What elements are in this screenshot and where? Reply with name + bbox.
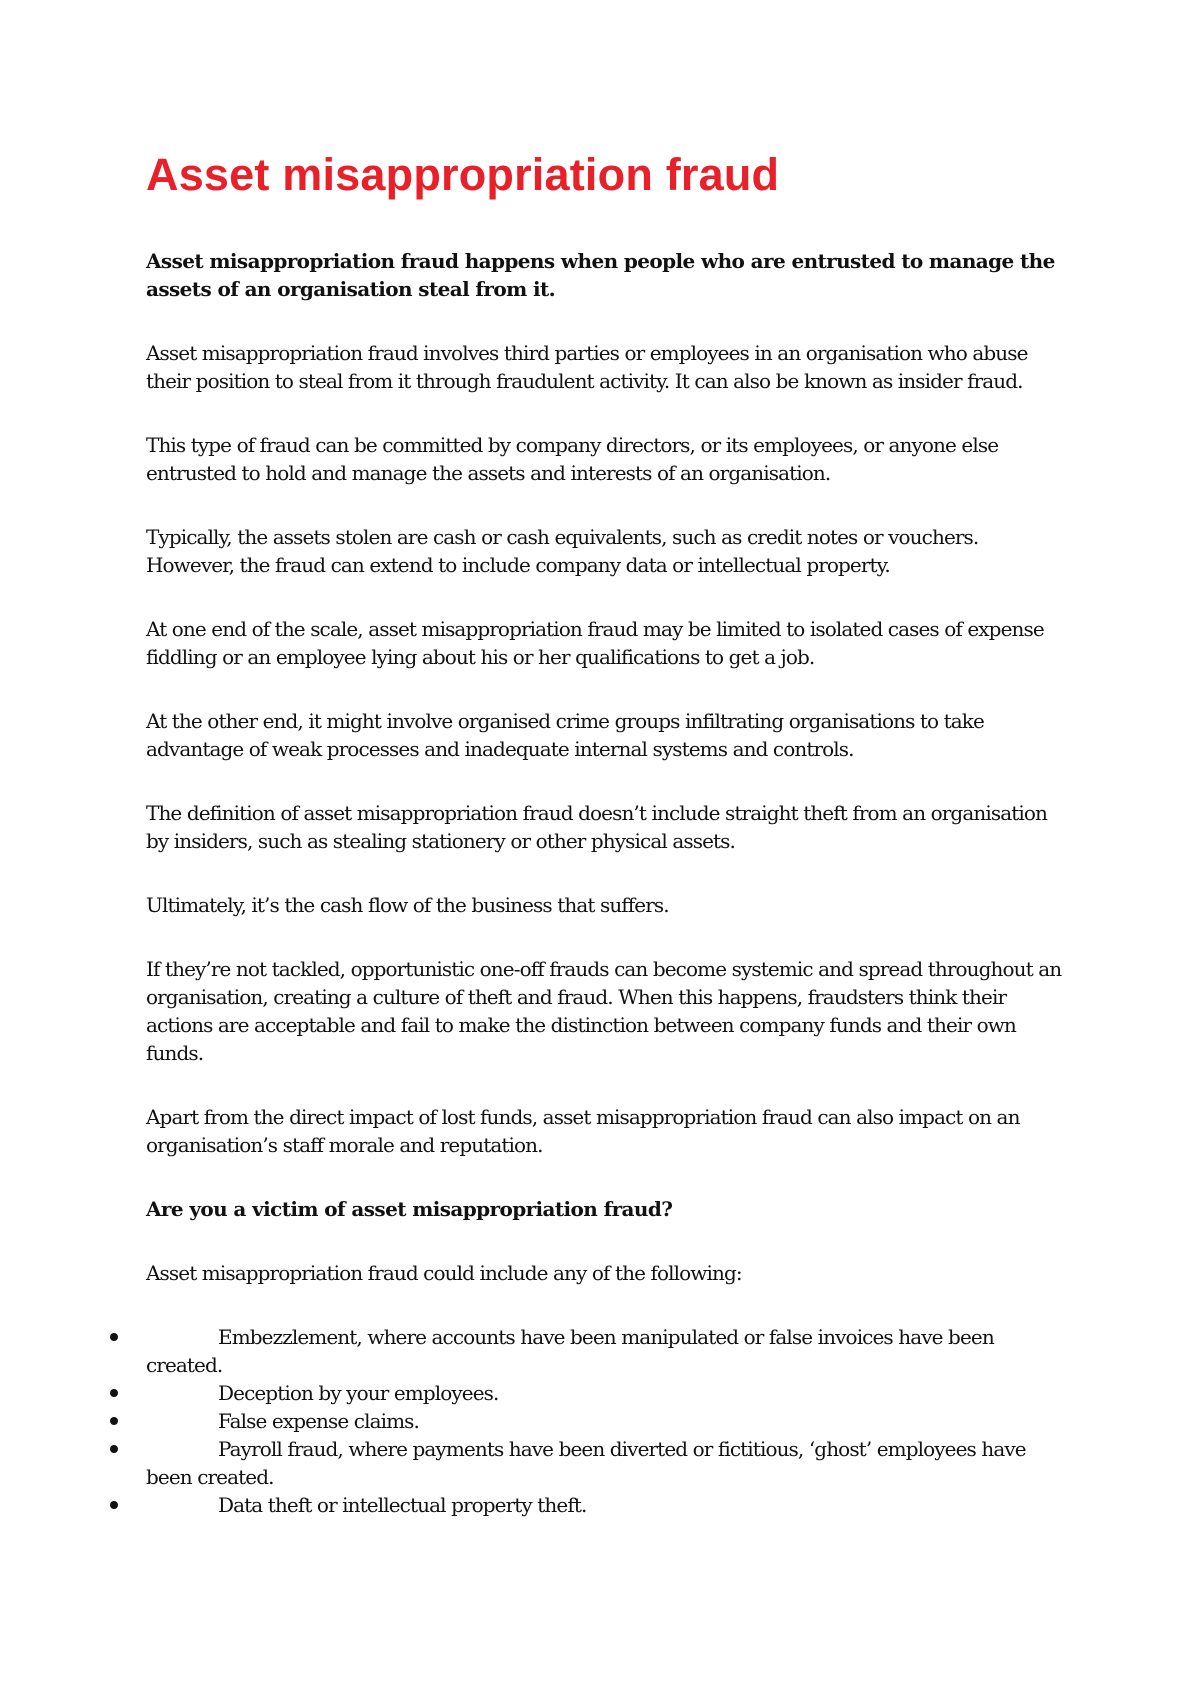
section-heading: Are you a victim of asset misappropriation fraud? [146,1197,673,1221]
list-item [146,1323,1066,1379]
list-item-text: Data theft or intellectual property theft. [218,1493,587,1517]
list-item [146,1435,1066,1491]
bullet-icon [110,1501,118,1509]
body-paragraph: At one end of the scale, asset misappropriation fraud may be limited to isolated cases of expense fiddling or an employee lying about his or her qualifications to get a job. [146,617,1044,669]
bullet-icon [110,1445,118,1453]
body-paragraph: The definition of asset misappropriation fraud doesn’t include straight theft from an organisation by insiders, such as stealing stationery or other physical assets. [146,801,1047,853]
list-item [146,1407,1066,1435]
list-item-text: Payroll fraud, where payments have been diverted or fictitious, ‘ghost’ employees have been created. [146,1437,1026,1489]
body-paragraph: This type of fraud can be committed by company directors, or its employees, or anyone else entrusted to hold and manage the assets and interests of an organisation. [146,433,999,485]
fraud-types-list [146,1323,1066,1519]
list-intro: Asset misappropriation fraud could include any of the following: [146,1261,742,1285]
list-item [146,1491,1066,1519]
list-item-text: Deception by your employees. [218,1381,499,1405]
list-item-text: False expense claims. [218,1409,419,1433]
body-paragraph: Ultimately, it’s the cash flow of the business that suffers. [146,893,669,917]
document-title: Asset misappropriation fraud [146,149,780,200]
document-body [146,146,1066,1519]
bullet-icon [110,1417,118,1425]
list-item-text: Embezzlement, where accounts have been manipulated or false invoices have been created. [146,1325,994,1377]
body-paragraph: Asset misappropriation fraud involves third parties or employees in an organisation who abuse their position to steal from it through fraudulent activity. It can also be known as insider fraud. [146,341,1028,393]
body-paragraph: At the other end, it might involve organised crime groups infiltrating organisations to take advantage of weak processes and inadequate internal systems and controls. [146,709,984,761]
body-paragraph: Apart from the direct impact of lost funds, asset misappropriation fraud can also impact on an organisation’s staff morale and reputation. [146,1105,1020,1157]
bullet-icon [110,1333,118,1341]
bullet-icon [110,1389,118,1397]
body-paragraph: If they’re not tackled, opportunistic one-off frauds can become systemic and spread throughout an organisation, creating a culture of theft and fraud. When this happens, fraudsters think their actions are acceptable and fail to make the distinction between company funds and their own funds. [146,957,1062,1065]
body-paragraph: Typically, the assets stolen are cash or cash equivalents, such as credit notes or vouchers. However, the fraud can extend to include company data or intellectual property. [146,525,979,577]
lead-paragraph: Asset misappropriation fraud happens when people who are entrusted to manage the assets of an organisation steal from it. [146,249,1055,301]
list-item [146,1379,1066,1407]
